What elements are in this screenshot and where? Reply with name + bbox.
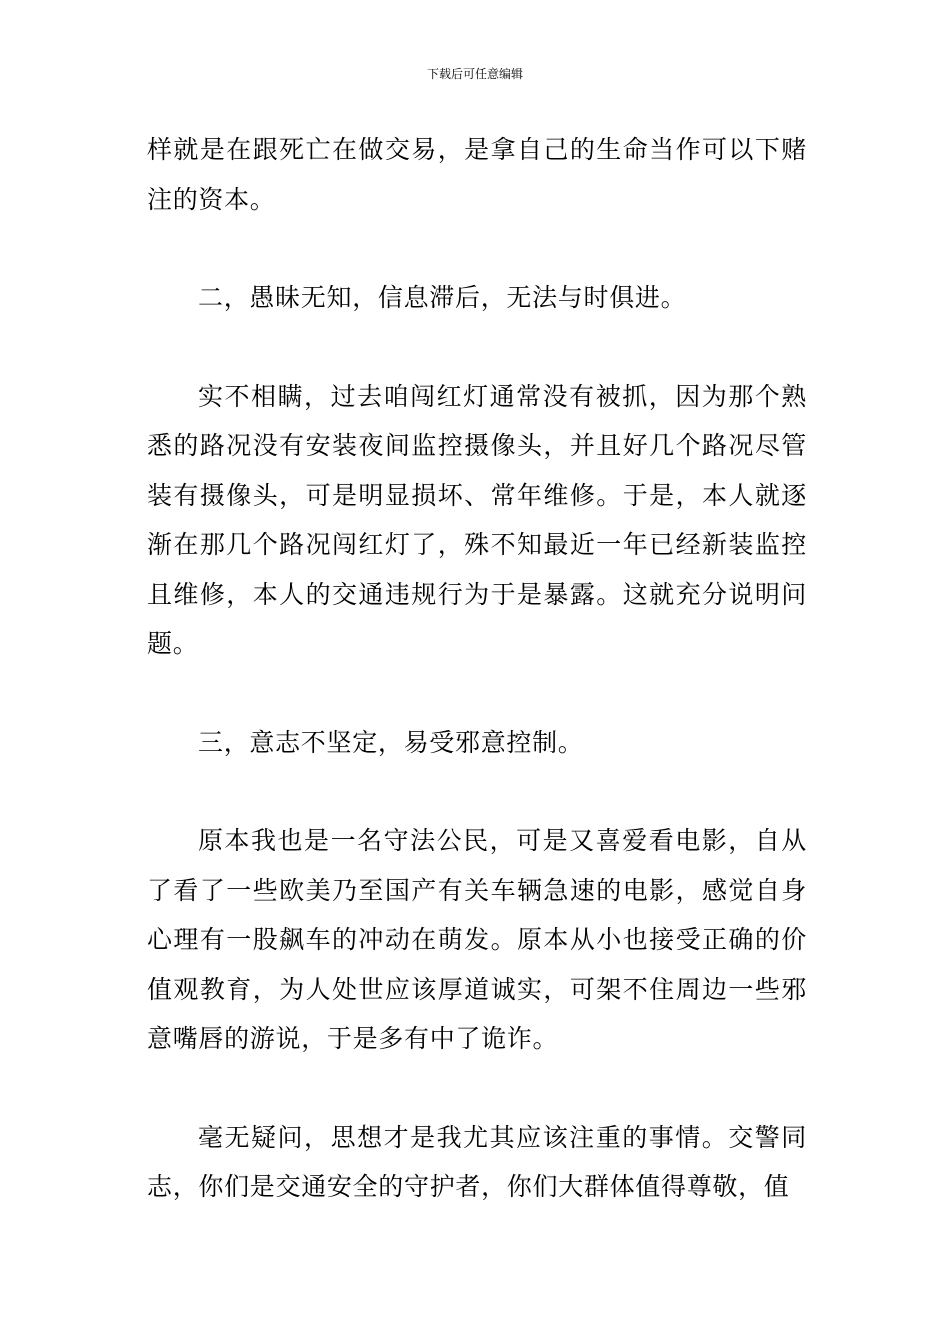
section-heading-two: 二，愚昧无知，信息滞后，无法与时俱进。 [198, 283, 687, 312]
paragraph-continuation: 样就是在跟死亡在做交易，是拿自己的生命当作可以下赌注的资本。 [147, 135, 807, 214]
section-heading-three: 三，意志不坚定，易受邪意控制。 [198, 727, 584, 757]
paragraph-red-light: 实不相瞒，过去咱闯红灯通常没有被抓，因为那个熟悉的路况没有安装夜间监控摄像头，并且好几个路况尽管装有摄像头，可是明显损坏、常年维修。于是，本人就逐渐在那几个路况闯红灯了，殊不知最近一年已经新装监控且维修，本人的交通违规行为于是暴露。这就充分说明问题。 [147, 381, 807, 658]
paragraph-movies: 原本我也是一名守法公民，可是又喜爱看电影，自从了看了一些欧美乃至国产有关车辆急速的电影，感觉自身心理有一股飙车的冲动在萌发。原本从小也接受正确的价值观教育，为人处世应该厚道诚实，可架不住周边一些邪意嘴唇的游说，于是多有中了诡诈。 [147, 826, 807, 1053]
paragraph-conclusion: 毫无疑问，思想才是我尤其应该注重的事情。交警同志，你们是交通安全的守护者，你们大群体值得尊敬，值 [147, 1122, 807, 1201]
document-body [147, 125, 807, 1212]
page-header: 下载后可任意编辑 [426, 67, 523, 81]
